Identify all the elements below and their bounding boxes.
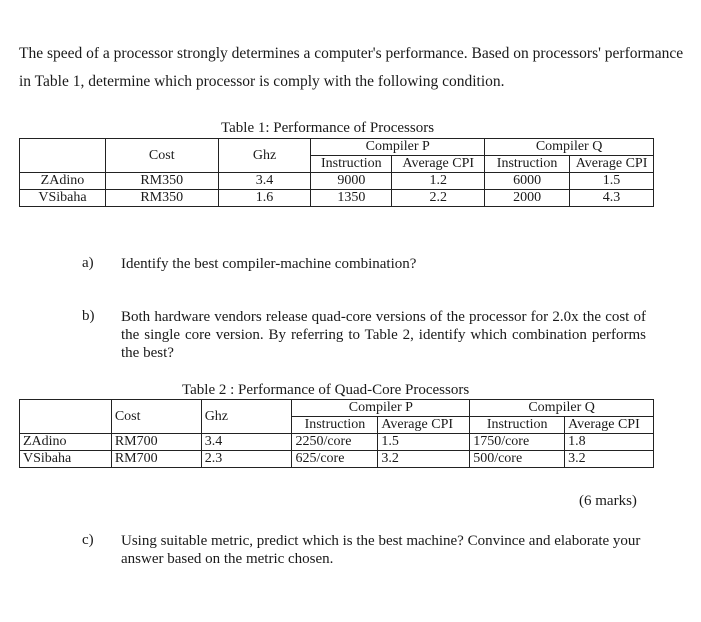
row-name: VSibaha bbox=[20, 190, 106, 207]
row-name: ZAdino bbox=[20, 434, 112, 451]
table1-header-p-cpi: Average CPI bbox=[392, 156, 485, 173]
intro-paragraph: The speed of a processor strongly determines a computer's performance. Based on processors' performance in Table 1, determine which processor is comply with the following condition. bbox=[19, 45, 684, 90]
row-q-instruction: 2000 bbox=[485, 190, 570, 207]
table1-header-q-instruction: Instruction bbox=[485, 156, 570, 173]
table2-header-cost: Cost bbox=[111, 400, 201, 434]
table1-header-compiler-q: Compiler Q bbox=[485, 139, 654, 156]
row-p-cpi: 1.5 bbox=[378, 434, 470, 451]
row-q-cpi: 1.8 bbox=[565, 434, 654, 451]
table1-header-ghz: Ghz bbox=[218, 139, 311, 173]
row-p-cpi: 3.2 bbox=[378, 451, 470, 468]
table2-header-q-instruction: Instruction bbox=[470, 417, 565, 434]
row-q-instruction: 1750/core bbox=[470, 434, 565, 451]
question-b-text: Both hardware vendors release quad-core versions of the processor for 2.0x the cost of the single core version. By referring to Table 2, identify which combination performs the best? bbox=[121, 309, 646, 361]
table2-header-compiler-p: Compiler P bbox=[292, 400, 470, 417]
row-ghz: 2.3 bbox=[201, 451, 292, 468]
table1-corner-cell bbox=[20, 139, 106, 173]
row-p-instruction: 625/core bbox=[292, 451, 378, 468]
row-ghz: 3.4 bbox=[201, 434, 292, 451]
row-ghz: 1.6 bbox=[218, 190, 311, 207]
question-c-text: Using suitable metric, predict which is the best machine? Convince and elaborate your answer based on the metric chosen. bbox=[121, 533, 641, 567]
table2-group-row bbox=[20, 400, 654, 417]
table1-header-cost: Cost bbox=[105, 139, 218, 173]
table1-header-q-cpi: Average CPI bbox=[570, 156, 654, 173]
row-cost: RM700 bbox=[111, 451, 201, 468]
row-p-instruction: 1350 bbox=[311, 190, 392, 207]
row-q-cpi: 4.3 bbox=[570, 190, 654, 207]
table2-caption: Table 2 : Performance of Quad-Core Processors bbox=[182, 382, 470, 398]
table1-header-p-instruction: Instruction bbox=[311, 156, 392, 173]
question-a-text: Identify the best compiler-machine combination? bbox=[121, 256, 417, 272]
row-name: VSibaha bbox=[20, 451, 112, 468]
row-p-cpi: 1.2 bbox=[392, 173, 485, 190]
question-b-label: b) bbox=[82, 308, 95, 324]
row-q-instruction: 6000 bbox=[485, 173, 570, 190]
table1-group-row bbox=[20, 139, 654, 156]
table-row bbox=[20, 434, 654, 451]
row-q-instruction: 500/core bbox=[470, 451, 565, 468]
row-cost: RM700 bbox=[111, 434, 201, 451]
table1 bbox=[19, 138, 654, 207]
row-p-cpi: 2.2 bbox=[392, 190, 485, 207]
table-row bbox=[20, 173, 654, 190]
row-q-cpi: 3.2 bbox=[565, 451, 654, 468]
question-c-label: c) bbox=[82, 532, 94, 548]
row-cost: RM350 bbox=[105, 173, 218, 190]
row-q-cpi: 1.5 bbox=[570, 173, 654, 190]
table2-header-p-instruction: Instruction bbox=[292, 417, 378, 434]
row-cost: RM350 bbox=[105, 190, 218, 207]
table1-header-compiler-p: Compiler P bbox=[311, 139, 485, 156]
table2 bbox=[19, 399, 654, 468]
table2-header-q-cpi: Average CPI bbox=[565, 417, 654, 434]
table2-header-ghz: Ghz bbox=[201, 400, 292, 434]
table-row bbox=[20, 190, 654, 207]
table1-caption: Table 1: Performance of Processors bbox=[221, 120, 435, 136]
marks-label: (6 marks) bbox=[579, 493, 637, 509]
table-row bbox=[20, 451, 654, 468]
row-ghz: 3.4 bbox=[218, 173, 311, 190]
row-p-instruction: 2250/core bbox=[292, 434, 378, 451]
table2-header-compiler-q: Compiler Q bbox=[470, 400, 654, 417]
question-a-label: a) bbox=[82, 255, 94, 271]
table2-header-p-cpi: Average CPI bbox=[378, 417, 470, 434]
row-p-instruction: 9000 bbox=[311, 173, 392, 190]
row-name: ZAdino bbox=[20, 173, 106, 190]
table2-corner-cell bbox=[20, 400, 112, 434]
